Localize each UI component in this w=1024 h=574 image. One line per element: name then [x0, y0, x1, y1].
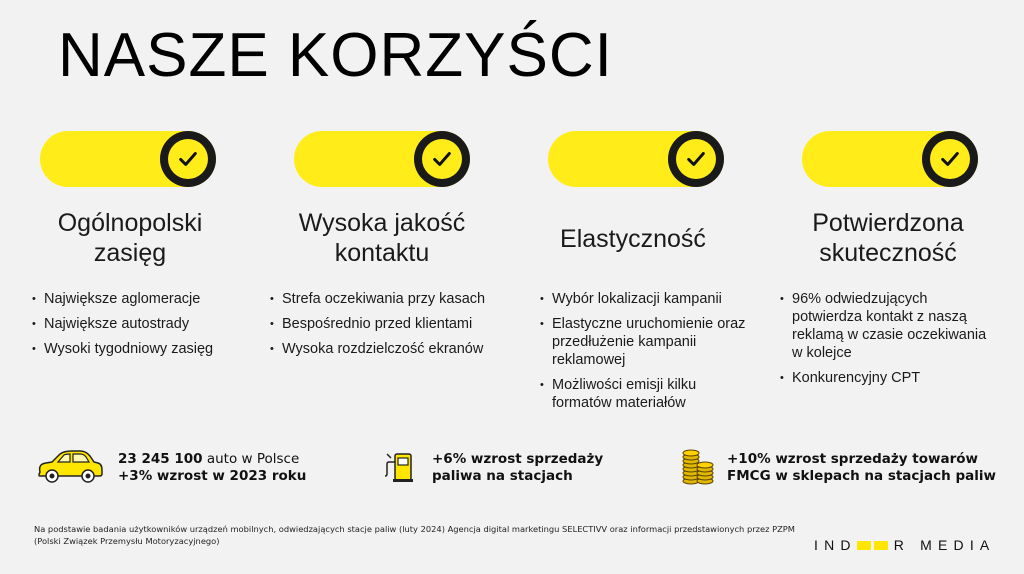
column-title-1: Ogólnopolski zasięg	[57, 209, 203, 267]
column-title-4: Potwierdzona skuteczność	[812, 209, 964, 267]
list-item: • Wybór lokalizacji kampanii	[540, 290, 750, 308]
stat-fuel-sales: +6% wzrost sprzedaży paliwa na stacjach	[432, 451, 604, 484]
car-icon	[34, 446, 104, 486]
page-title: NASZE KORZYŚCI	[58, 21, 613, 90]
check-pill-3	[548, 131, 724, 187]
column-title-3: Elastyczność	[560, 225, 706, 253]
logo-squares-icon	[857, 541, 888, 550]
list-item: • Możliwości emisji kilku formatów materiałów	[540, 376, 750, 412]
stat-cars: 23 245 100 auto w Polsce +3% wzrost w 2023 roku	[118, 451, 307, 484]
list-item: • Największe aglomeracje	[32, 290, 252, 308]
list-item: • Bespośrednio przed klientami	[270, 315, 520, 333]
checkmark-icon	[922, 131, 978, 187]
list-item: • 96% odwiedzujących potwierdza kontakt z naszą reklamą w czasie oczekiwania w kolejce	[780, 290, 1000, 362]
column-bullets-1	[32, 290, 252, 365]
column-bullets-3	[540, 290, 750, 419]
list-item: • Strefa oczekiwania przy kasach	[270, 290, 520, 308]
list-item: • Wysoki tygodniowy zasięg	[32, 340, 252, 358]
column-bullets-2	[270, 290, 520, 365]
check-pill-4	[802, 131, 978, 187]
footnote: Na podstawie badania użytkowników urządzeń mobilnych, odwiedzających stacje paliw (luty 2024) Agencja digital marketingu SELECTIVV oraz informacji przedstawionych przez PZPM (Polski Związek Przemysłu Motoryzacyjnego)	[34, 524, 795, 546]
fuel-pump-icon	[383, 448, 419, 484]
list-item: • Konkurencyjny CPT	[780, 369, 1000, 387]
brand-logo: IND R MEDIA	[814, 537, 996, 553]
checkmark-icon	[668, 131, 724, 187]
list-item: • Elastyczne uruchomienie oraz przedłużenie kampanii reklamowej	[540, 315, 750, 369]
column-title-2: Wysoka jakość kontaktu	[298, 209, 466, 267]
column-bullets-4	[780, 290, 1000, 394]
checkmark-icon	[414, 131, 470, 187]
checkmark-icon	[160, 131, 216, 187]
stat-fmcg-sales: +10% wzrost sprzedaży towarów FMCG w sklepach na stacjach paliw	[727, 451, 996, 484]
list-item: • Wysoka rozdzielczość ekranów	[270, 340, 520, 358]
check-pill-2	[294, 131, 470, 187]
check-pill-1	[40, 131, 216, 187]
list-item: • Największe autostrady	[32, 315, 252, 333]
coins-icon	[680, 448, 716, 486]
